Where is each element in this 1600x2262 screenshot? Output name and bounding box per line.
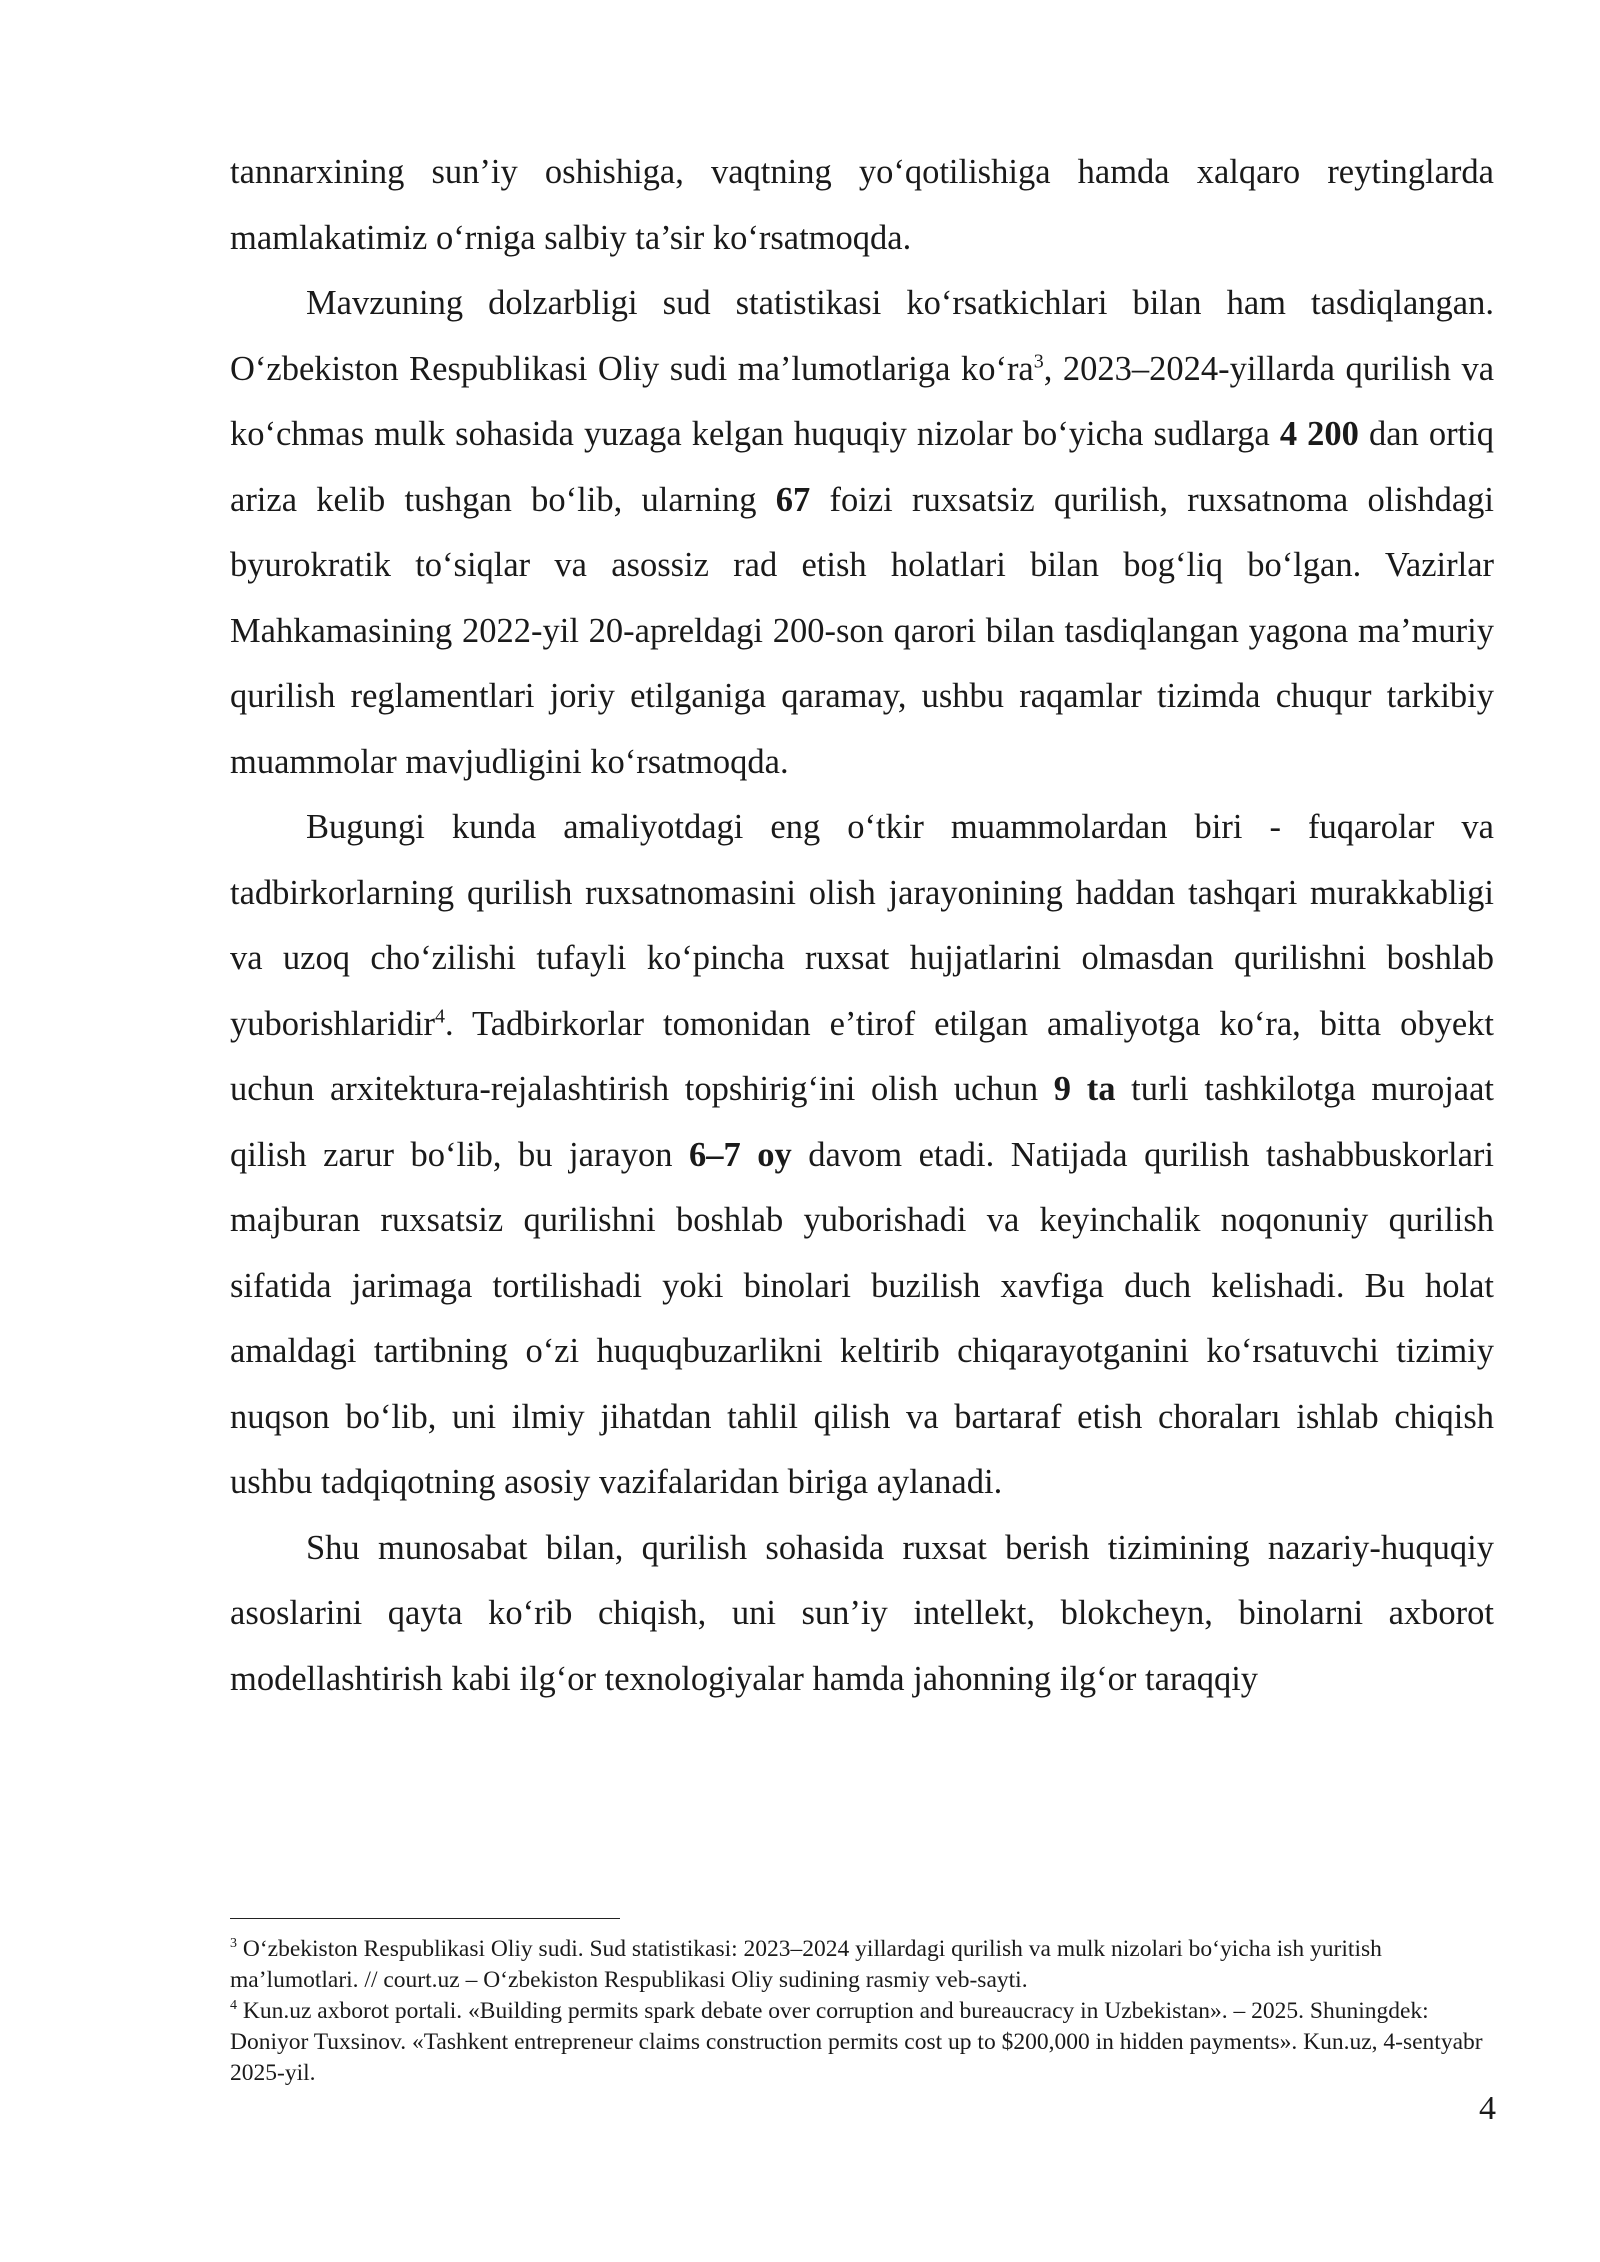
- page-number: 4: [1479, 2090, 1496, 2127]
- paragraph-4: [230, 1516, 1494, 1713]
- bold-figure: 6–7 oy: [688, 1135, 792, 1174]
- footnote-reference: 3: [1033, 350, 1044, 372]
- footnote-4: [230, 1996, 1494, 2089]
- footnote-number: 3: [230, 1936, 237, 1952]
- footnote-number: 4: [230, 1998, 237, 2014]
- footnote-reference: 4: [435, 1005, 446, 1027]
- document-body: [230, 140, 1494, 1712]
- text-run: foizi ruxsatsiz qurilish, ruxsatnoma olishdagi byurokratik to‘siqlar va asossiz rad etish holatlari bilan bog‘liq bo‘lgan. Vazirlar Mahkamasining 2022-yil 20-apreldagi 200-son qarori bilan tasdiqlangan yagona ma’muriy qurilish reglamentlari joriy etilganiga qaramay, ushbu raqamlar tizimda chuqur tarkibiy muammolar mavjudligini ko‘rsatmoqda.: [230, 480, 1494, 781]
- text-run: dan ortiq ariza kelib tushgan bo‘lib, ularning: [230, 415, 1494, 519]
- footnote-text: O‘zbekiston Respublikasi Oliy sudi. Sud statistikasi: 2023–2024 yillardagi qurilish va mulk nizolari bo‘yicha ish yuritish ma’lumotlari. // court.uz – O‘zbekiston Respublikasi Oliy sudining rasmiy veb-sayti.: [230, 1936, 1382, 1993]
- paragraph-3: [230, 795, 1494, 1516]
- text-run: Shu munosabat bilan, qurilish sohasida ruxsat berish tizimining nazariy-huquqiy asoslarini qayta ko‘rib chiqish, uni sun’iy intellekt, blokcheyn, binolarni axborot modellashtirish kabi ilg‘or texnologiyalar hamda jahonning ilg‘or taraqqiy: [230, 1528, 1494, 1698]
- text-run: . Tadbirkorlar tomonidan e’tirof etilgan amaliyotga ko‘ra, bitta obyekt uchun arxitektura-rejalashtirish topshirig‘ini olish uchun: [230, 1004, 1494, 1108]
- text-run: Bugungi kunda amaliyotdagi eng o‘tkir muammolardan biri - fuqarolar va tadbirkorlarning qurilish ruxsatnomasini olish jarayonining haddan tashqari murakkabligi va uzoq cho‘zilishi tufayli ko‘pincha ruxsat hujjatlarini olmasdan qurilishni boshlab yuborishlaridir: [230, 808, 1494, 1043]
- paragraph-1: [230, 140, 1494, 271]
- text-run: , 2023–2024-yillarda qurilish va ko‘chmas mulk sohasida yuzaga kelgan huquqiy nizolar bo‘yicha sudlarga: [230, 349, 1495, 453]
- paragraph-2: [230, 271, 1494, 795]
- footnote-text: Kun.uz axborot portali. «Building permits spark debate over corruption and bureaucracy in Uzbekistan». – 2025. Shuningdek: Doniyor Tuxsinov. «Tashkent entrepreneur claims construction permits cost up to $200,000 in hidden payments». Kun.uz, 4-sentyabr 2025-yil.: [230, 1998, 1483, 2086]
- bold-figure: 9 ta: [1053, 1070, 1116, 1108]
- text-run: turli tashkilotga murojaat qilish zarur bo‘lib, bu jarayon: [230, 1070, 1495, 1174]
- text-run: Mavzuning dolzarbligi sud statistikasi ko‘rsatkichlari bilan ham tasdiqlangan. O‘zbekiston Respublikasi Oliy sudi ma’lumotlariga ko‘ra: [230, 284, 1494, 388]
- footnotes: [230, 1934, 1494, 2089]
- footnote-3: [230, 1934, 1494, 1996]
- bold-figure: 67: [775, 480, 811, 519]
- text-run: davom etadi. Natijada qurilish tashabbuskorlari majburan ruxsatsiz qurilishni boshlab yuborishadi va keyinchalik noqonuniy qurilish sifatida jarimaga tortilishadi yoki binolari buzilish xavfiga duch kelishadi. Bu holat amaldagi tartibning o‘zi huquqbuzarlikni keltirib chiqarayotganini ko‘rsatuvchi tizimiy nuqson bo‘lib, uni ilmiy jihatdan tahlil qilish va bartaraf etish choraları ishlab chiqish ushbu tadqiqotning asosiy vazifalaridan biriga aylanadi.: [230, 1135, 1495, 1501]
- bold-figure: 4 200: [1279, 415, 1359, 453]
- text-run: tannarxining sun’iy oshishiga, vaqtning yo‘qotilishiga hamda xalqaro reytinglarda mamlakatimiz o‘rniga salbiy ta’sir ko‘rsatmoqda.: [230, 153, 1494, 257]
- footnote-separator: [230, 1918, 620, 1919]
